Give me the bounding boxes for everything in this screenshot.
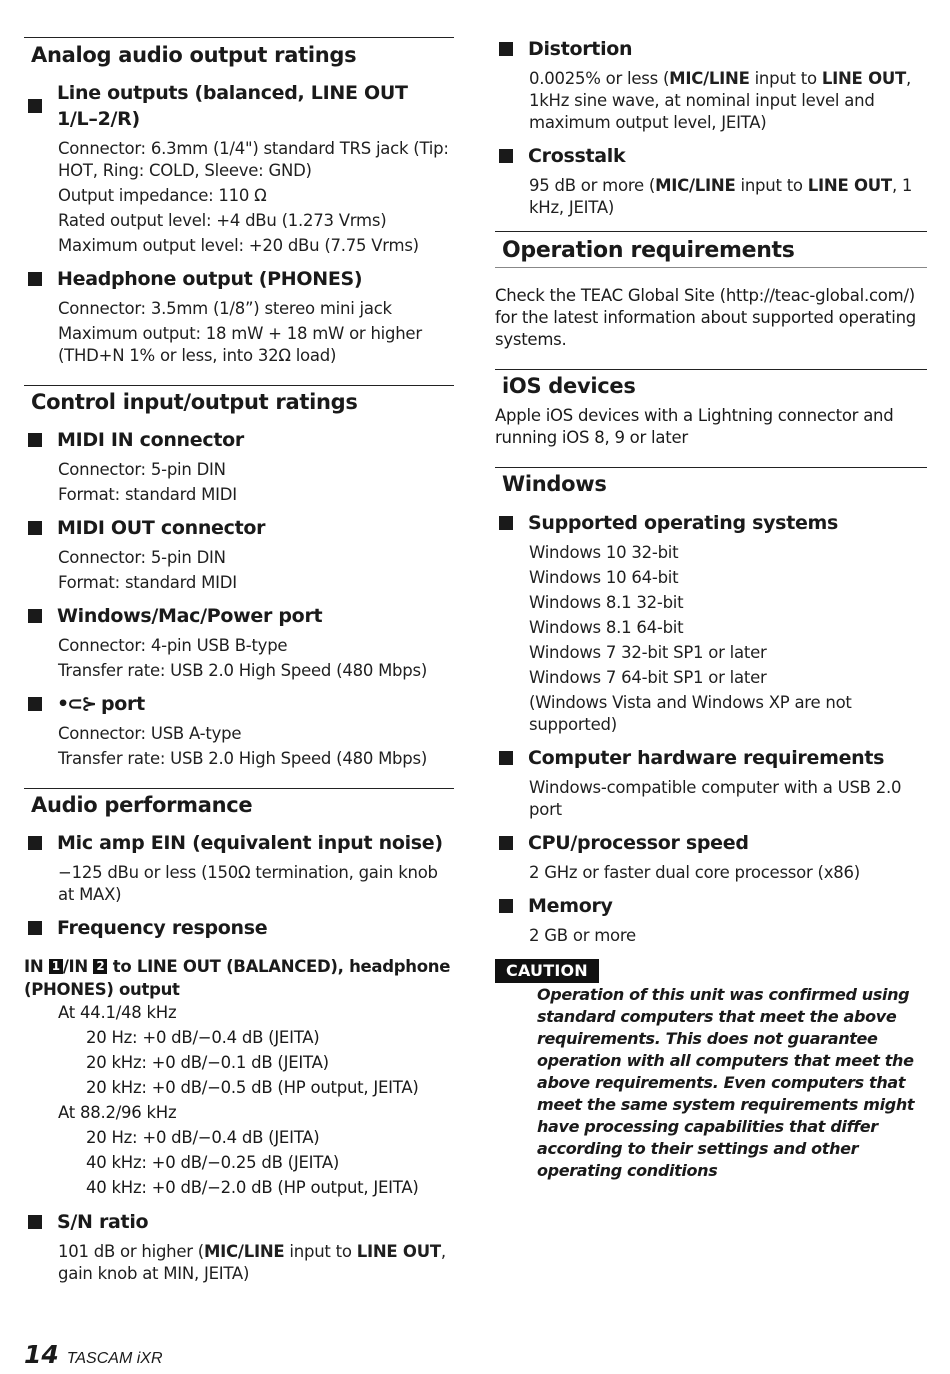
os-entry: Windows 8.1 32-bit bbox=[529, 593, 684, 612]
item-memory bbox=[495, 893, 927, 947]
item-body bbox=[58, 723, 454, 770]
caution-text: Operation of this unit was confirmed using standard computers that meet the above requirements. This does not guarantee operation with all computers that meet the above requirements. Even computers that meet the same system requirements might have processing capabilities that differ according to their settings and other operating conditions bbox=[537, 985, 915, 1180]
item-body bbox=[529, 925, 927, 947]
item-heading: Windows/Mac/Power port bbox=[57, 605, 323, 627]
item-crosstalk bbox=[495, 143, 927, 219]
spec-line: 2 GB or more bbox=[529, 926, 636, 945]
freq-subheading: IN 1 /IN 2 to LINE OUT (BALANCED), headphone (PHONES) output bbox=[24, 957, 451, 999]
item-heading: MIDI IN connector bbox=[57, 429, 244, 451]
item-body bbox=[529, 68, 927, 134]
bullet-square-icon bbox=[28, 609, 42, 623]
item-body bbox=[529, 862, 927, 884]
caution-block bbox=[495, 959, 927, 1182]
item-cpu-speed bbox=[495, 830, 927, 884]
item-body bbox=[529, 542, 927, 736]
spec-line: Connector: 5-pin DIN bbox=[58, 460, 226, 479]
spec-line: 101 dB or higher (MIC/LINE input to LINE OUT, gain knob at MIN, JEITA) bbox=[58, 1242, 446, 1283]
bullet-square-icon bbox=[28, 697, 42, 711]
item-body bbox=[58, 138, 454, 257]
bullet-square-icon bbox=[499, 751, 513, 765]
item-heading: Mic amp EIN (equivalent input noise) bbox=[57, 832, 443, 854]
bullet-square-icon bbox=[499, 899, 513, 913]
item-hardware-requirements bbox=[495, 745, 927, 821]
item-heading: Distortion bbox=[528, 38, 633, 60]
bullet-square-icon bbox=[499, 149, 513, 163]
item-distortion bbox=[495, 36, 927, 134]
section-title: iOS devices bbox=[502, 374, 636, 398]
spec-line: Transfer rate: USB 2.0 High Speed (480 Mbps) bbox=[58, 749, 428, 768]
item-body bbox=[58, 862, 454, 906]
item-heading: CPU/processor speed bbox=[528, 832, 749, 854]
section-rule bbox=[495, 467, 927, 468]
section-title: Windows bbox=[502, 472, 607, 496]
item-midi-out bbox=[24, 515, 454, 594]
input-1-badge: 1 bbox=[49, 959, 63, 974]
os-entry: (Windows Vista and Windows XP are not supported) bbox=[529, 693, 852, 734]
spec-line: 20 Hz: +0 dB/−0.4 dB (JEITA) bbox=[86, 1028, 320, 1047]
section-control-io bbox=[24, 385, 454, 770]
bullet-square-icon bbox=[499, 516, 513, 530]
item-heading: Line outputs (balanced, LINE OUT 1/L–2/R) bbox=[57, 82, 408, 130]
item-usb-port bbox=[24, 691, 454, 770]
spec-line: 20 kHz: +0 dB/−0.1 dB (JEITA) bbox=[86, 1053, 329, 1072]
bullet-square-icon bbox=[28, 836, 42, 850]
os-entry: Windows 10 64-bit bbox=[529, 568, 679, 587]
usb-icon: •⊂⊱ bbox=[57, 693, 95, 715]
item-body bbox=[58, 1241, 454, 1285]
left-column bbox=[24, 0, 454, 1285]
section-rule bbox=[24, 385, 454, 386]
item-heading: Computer hardware requirements bbox=[528, 747, 885, 769]
spec-line: Connector: 6.3mm (1/4") standard TRS jack (Tip: HOT, Ring: COLD, Sleeve: GND) bbox=[58, 139, 449, 180]
spec-line: Format: standard MIDI bbox=[58, 485, 237, 504]
freq-values bbox=[24, 1002, 454, 1199]
section-windows bbox=[495, 467, 927, 947]
spec-line: 2 GHz or faster dual core processor (x86) bbox=[529, 863, 860, 882]
item-body bbox=[529, 777, 927, 821]
section-body: Check the TEAC Global Site (http://teac-global.com/) for the latest information about supported operating systems. bbox=[495, 286, 917, 349]
spec-line: Format: standard MIDI bbox=[58, 573, 237, 592]
spec-line: Transfer rate: USB 2.0 High Speed (480 Mbps) bbox=[58, 661, 428, 680]
bullet-square-icon bbox=[28, 272, 42, 286]
bullet-square-icon bbox=[28, 521, 42, 535]
item-body bbox=[58, 298, 454, 367]
os-entry: Windows 7 32-bit SP1 or later bbox=[529, 643, 767, 662]
item-power-port bbox=[24, 603, 454, 682]
spec-line: Connector: USB A-type bbox=[58, 724, 242, 743]
section-title: Analog audio output ratings bbox=[31, 43, 357, 67]
item-line-outputs bbox=[24, 80, 454, 257]
spec-line: Windows-compatible computer with a USB 2.0 port bbox=[529, 778, 902, 819]
spec-line: Rated output level: +4 dBu (1.273 Vrms) bbox=[58, 211, 387, 230]
spec-line: Output impedance: 110 Ω bbox=[58, 186, 267, 205]
item-body bbox=[529, 175, 927, 219]
item-heading: Memory bbox=[528, 895, 613, 917]
spec-line: 40 kHz: +0 dB/−2.0 dB (HP output, JEITA) bbox=[86, 1178, 419, 1197]
section-body: Apple iOS devices with a Lightning connector and running iOS 8, 9 or later bbox=[495, 406, 894, 447]
spec-line: 40 kHz: +0 dB/−0.25 dB (JEITA) bbox=[86, 1153, 340, 1172]
item-headphone-output bbox=[24, 266, 454, 367]
rate-heading: At 88.2/96 kHz bbox=[58, 1103, 177, 1122]
section-rule bbox=[495, 369, 927, 370]
spec-line: −125 dBu or less (150Ω termination, gain knob at MAX) bbox=[58, 863, 438, 904]
page-number: 14 bbox=[24, 1340, 59, 1369]
bullet-square-icon bbox=[499, 42, 513, 56]
os-entry: Windows 7 64-bit SP1 or later bbox=[529, 668, 767, 687]
right-column bbox=[495, 0, 927, 1182]
os-entry: Windows 10 32-bit bbox=[529, 543, 679, 562]
section-rule bbox=[24, 37, 454, 38]
item-heading: Headphone output (PHONES) bbox=[57, 268, 363, 290]
section-title: Control input/output ratings bbox=[31, 390, 358, 414]
bullet-square-icon bbox=[28, 433, 42, 447]
item-frequency-response bbox=[24, 915, 454, 941]
section-operation-requirements bbox=[495, 231, 927, 351]
item-body bbox=[58, 459, 454, 506]
spec-line: Connector: 5-pin DIN bbox=[58, 548, 226, 567]
bullet-square-icon bbox=[28, 99, 42, 113]
item-sn-ratio bbox=[24, 1209, 454, 1285]
section-rule bbox=[495, 231, 927, 232]
product-name: TASCAM iXR bbox=[66, 1350, 163, 1367]
section-analog-output bbox=[24, 37, 454, 367]
section-audio-performance bbox=[24, 788, 454, 1285]
spec-line: Connector: 4-pin USB B-type bbox=[58, 636, 288, 655]
spec-line: 95 dB or more (MIC/LINE input to LINE OUT, 1 kHz, JEITA) bbox=[529, 176, 913, 217]
bullet-square-icon bbox=[499, 836, 513, 850]
item-mic-ein bbox=[24, 830, 454, 906]
spec-line: 20 kHz: +0 dB/−0.5 dB (HP output, JEITA) bbox=[86, 1078, 419, 1097]
section-rule bbox=[24, 788, 454, 789]
section-ios-devices bbox=[495, 369, 927, 449]
spec-line: 20 Hz: +0 dB/−0.4 dB (JEITA) bbox=[86, 1128, 320, 1147]
bullet-square-icon bbox=[28, 1215, 42, 1229]
spec-line: 0.0025% or less (MIC/LINE input to LINE OUT, 1kHz sine wave, at nominal input level and maximum output level, JEITA) bbox=[529, 69, 912, 132]
item-heading: Crosstalk bbox=[528, 145, 626, 167]
os-entry: Windows 8.1 64-bit bbox=[529, 618, 684, 637]
spec-line: Maximum output level: +20 dBu (7.75 Vrms) bbox=[58, 236, 419, 255]
item-supported-os bbox=[495, 510, 927, 736]
item-heading: MIDI OUT connector bbox=[57, 517, 266, 539]
caution-label: CAUTION bbox=[495, 959, 599, 983]
item-midi-in bbox=[24, 427, 454, 506]
spec-line: Maximum output: 18 mW + 18 mW or higher (THD+N 1% or less, into 32Ω load) bbox=[58, 324, 422, 365]
item-heading: Frequency response bbox=[57, 917, 268, 939]
page-footer bbox=[24, 1340, 163, 1369]
item-body bbox=[58, 635, 454, 682]
bullet-square-icon bbox=[28, 921, 42, 935]
item-body bbox=[58, 547, 454, 594]
spec-line: Connector: 3.5mm (1/8”) stereo mini jack bbox=[58, 299, 392, 318]
input-2-badge: 2 bbox=[93, 959, 107, 974]
section-title: Audio performance bbox=[31, 793, 253, 817]
rate-heading: At 44.1/48 kHz bbox=[58, 1003, 177, 1022]
item-heading: Supported operating systems bbox=[528, 512, 839, 534]
item-heading: S/N ratio bbox=[57, 1211, 149, 1233]
section-title: Operation requirements bbox=[495, 234, 927, 268]
item-heading: port bbox=[100, 693, 145, 715]
